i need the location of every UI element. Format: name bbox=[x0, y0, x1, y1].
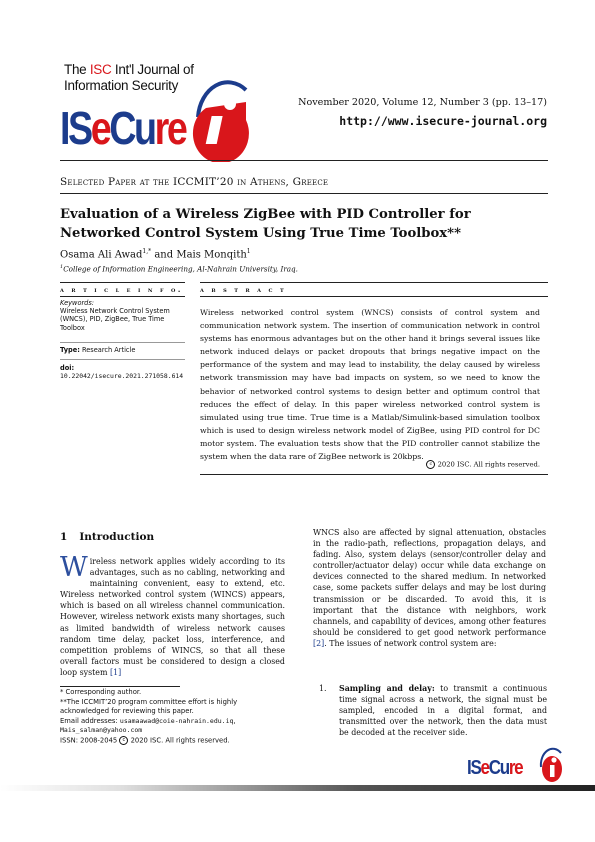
copyright-icon: c bbox=[426, 460, 435, 469]
list-item: 1. Sampling and delay: to transmit a continuous time signal across a network, the signal must be sampled, encoded in a digital format, and transmitted over the network, then the data must be decoded at the receiver side. bbox=[319, 684, 548, 738]
journal-tagline: The ISC Int'l Journal of Information Security bbox=[64, 62, 194, 93]
email-link[interactable]: Mais_salman@yahoo.com bbox=[60, 726, 143, 735]
footer-i-logo-icon bbox=[537, 745, 563, 785]
doi: doi: 10.22042/isecure.2021.271058.614 bbox=[60, 364, 184, 381]
journal-url-link[interactable]: http://www.isecure-journal.org bbox=[339, 114, 547, 128]
title-rule bbox=[60, 193, 548, 194]
citation-link[interactable]: [1] bbox=[109, 667, 122, 677]
abstract-subrule bbox=[200, 296, 548, 297]
affiliation: $^1$College of Information Engineering, Al-Nahrain University, Iraq. bbox=[60, 264, 298, 274]
footer-logo-wordmark: ISeCure bbox=[467, 757, 523, 779]
paper-title: Evaluation of a Wireless ZigBee with PID Controller for Networked Control System Using True Time Toolbox** bbox=[60, 207, 471, 241]
abstract-copyright: c 2020 ISC. All rights reserved. bbox=[426, 460, 540, 469]
isecure-i-logo-icon bbox=[188, 72, 250, 162]
author-name: Mais Monqith bbox=[176, 249, 247, 261]
authors: Osama Ali Awad$^{1,*}$ and Mais Monqith$^1$ bbox=[60, 248, 251, 261]
abstract-rule bbox=[200, 282, 548, 283]
article-info-heading: a r t i c l e i n f o. bbox=[60, 285, 183, 294]
intro-column-2: WNCS also are affected by signal attenuation, obstacles in the radio-path, reflections, propagation delays, and fading. Also, system delays (sensor/controller delay and controller/actuator delay) occur while data exchange on devices connected to the shared medium. In networked case, some packets suffer delays and may be lost during transmission or be discarded. To avoid this, it is important that the distance with neighbors, work channels, and capability of devices, among other features should be considered to get good network performance [2]. The issues of network control system are: bbox=[313, 528, 546, 648]
section-heading: 1 Introduction bbox=[60, 531, 155, 543]
keywords-label: Keywords: bbox=[60, 299, 95, 307]
dropcap: W bbox=[60, 552, 88, 583]
copyright-icon: c bbox=[119, 736, 128, 745]
intro-column-1: Wireless network applies widely according to its advantages, such as no cabling, networking and maintaining convenient, easy to extend, etc. Wireless networked control system (WINCS) appears, which is based on all wireless channel communication. However, wireless network exists many shortages, such as limited bandwidth of wireless network causes random time delay, packet loss, interference, and competition problems of WINCS, so that all these overall factors must be considered to design a closed loop system [1] bbox=[60, 552, 285, 677]
footnotes: * Corresponding author. **The ICCMIT’20 program committee effort is highly acknowledged for reviewing this paper. Email addresses: usamaawad@coie-nahrain.edu.iq, Mais_salman@yahoo.com ISSN: 2008-2045 c 2020 ISC. All rights reserved. bbox=[60, 688, 238, 745]
email-link[interactable]: usamaawad@coie-nahrain.edu.iq bbox=[119, 716, 234, 725]
abstract-heading: a b s t r a c t bbox=[200, 285, 287, 294]
abstract-bottom-rule bbox=[200, 474, 548, 475]
doi-link[interactable]: 10.22042/isecure.2021.271058.614 bbox=[60, 372, 184, 381]
footnote-rule bbox=[60, 686, 180, 687]
keywords: Wireless Network Control System (WNCS), PID, ZigBee, True Time Toolbox bbox=[60, 307, 170, 332]
issue-info: November 2020, Volume 12, Number 3 (pp. 13–17) bbox=[298, 97, 547, 108]
journal-logo-wordmark: ISeCure bbox=[60, 102, 186, 154]
article-info-rule bbox=[60, 282, 185, 283]
header-rule bbox=[60, 160, 548, 161]
selected-paper-note: Selected Paper at the ICCMIT’20 in Athens, Greece bbox=[60, 176, 329, 188]
abstract-text: Wireless networked control system (WNCS) consists of control system and communication network system. The insertion of communication network in control systems has enormous advantages but on the other hand it brings several issues like network induced delays or packet dropouts that brings negative impact on the performance of the system and may lead to instability, the delay caused by wireless network transmission may have bad impacts on system, so we need to know the behavior of networked control systems to design better and optimum control that reduces the effect of delay. In this paper wireless networked control system is simulated using true time. True time is a Matlab/Simulink-based simulation toolbox which is used to design wireless network model of ZigBee, using PID control for DC motor system. The evaluation tests show that the PID controller cannot stabilize the system when the data rare of ZigBee network is 20kbps. bbox=[200, 308, 540, 462]
citation-link[interactable]: [2] bbox=[313, 638, 325, 648]
article-type: Type: Research Article bbox=[60, 346, 136, 354]
info-divider bbox=[60, 359, 185, 360]
info-divider bbox=[60, 342, 185, 343]
author-name: Osama Ali Awad bbox=[60, 249, 143, 261]
article-info-subrule bbox=[60, 296, 185, 297]
